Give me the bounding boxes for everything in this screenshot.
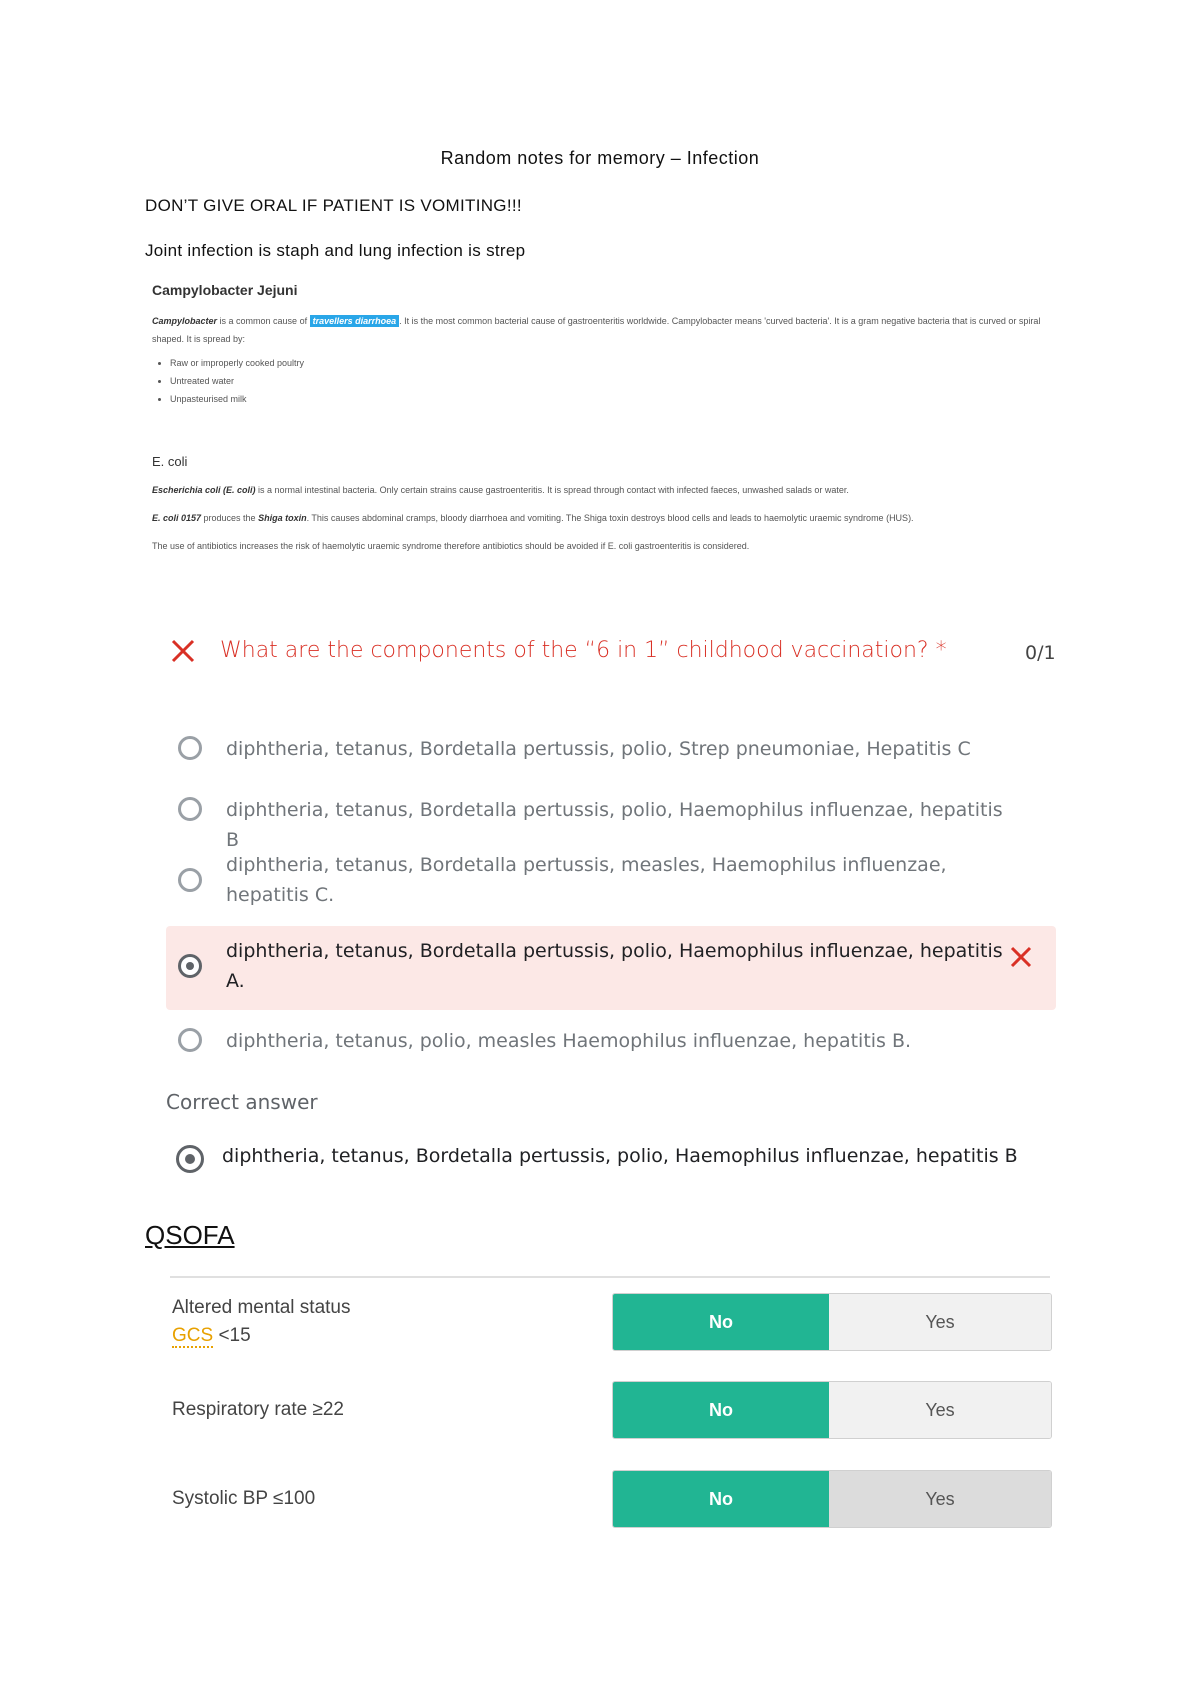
quiz-option[interactable] (166, 791, 1056, 851)
altered-mental-status-toggle (612, 1293, 1052, 1351)
campylobacter-excerpt (152, 282, 1052, 408)
yes-button[interactable]: Yes (829, 1294, 1051, 1350)
campylobacter-paragraph: Campylobacter is a common cause of travellers diarrhoea . It is the most common bacterial cause of gastroenteritis worldwide. Campylobacter means 'curved bacteria'. It is a gram negative bacteria that is curved or spiral shaped. It is spread by: (152, 316, 1041, 344)
ecoli-paragraph-2: E. coli 0157 produces the Shiga toxin. This causes abdominal cramps, bloody diarrhoea and vomiting. The Shiga toxin destroys blood cells and leads to haemolytic uraemic syndrome (HUS). (152, 513, 914, 523)
gcs-link[interactable]: GCS (172, 1325, 214, 1346)
ecoli-paragraph-1: Escherichia coli (E. coli) is a normal intestinal bacteria. Only certain strains cause gastroenteritis. It is spread through contact with infected faeces, unwashed salads or water. (152, 485, 849, 495)
ecoli-heading: E. coli (152, 454, 188, 469)
note-vomiting: DON’T GIVE ORAL IF PATIENT IS VOMITING!!! (145, 196, 522, 215)
qsofa-heading: QSOFA (145, 1220, 235, 1250)
campylobacter-heading: Campylobacter Jejuni (152, 282, 298, 298)
yes-button[interactable]: Yes (829, 1382, 1051, 1438)
ecoli-paragraph-3: The use of antibiotics increases the risk of haemolytic uraemic syndrome therefore antibiotics should be avoided if E. coli gastroenteritis is considered. (152, 541, 750, 551)
option-label: diphtheria, tetanus, Bordetalla pertussis, measles, Haemophilus influenzae, hepatitis C. (226, 854, 947, 906)
quiz-score: 0/1 (1025, 642, 1056, 664)
radio-button[interactable] (178, 868, 202, 892)
note-joint-lung: Joint infection is staph and lung infection is strep (145, 241, 526, 260)
option-label: diphtheria, tetanus, Bordetalla pertussis, polio, Haemophilus influenzae, hepatitis A. (226, 940, 1003, 992)
wrong-x-icon (170, 638, 196, 664)
wrong-x-icon (1008, 944, 1034, 970)
criterion-label: Systolic BP ≤100 (172, 1488, 316, 1509)
criterion-label: Respiratory rate ≥22 (172, 1399, 345, 1420)
option-label: diphtheria, tetanus, Bordetalla pertussis, polio, Haemophilus influenzae, hepatitis B (226, 799, 1003, 851)
document-title: Random notes for memory – Infection (440, 148, 760, 168)
radio-button-selected[interactable] (178, 954, 202, 978)
yes-button[interactable]: Yes (829, 1471, 1051, 1527)
radio-button[interactable] (178, 797, 202, 821)
campylobacter-spread-list (170, 354, 1052, 408)
correct-answer-label: Correct answer (166, 1090, 318, 1114)
divider (170, 1276, 1050, 1278)
radio-button[interactable] (178, 736, 202, 760)
radio-button[interactable] (178, 1028, 202, 1052)
list-item: • Raw or improperly cooked poultry (170, 354, 1052, 372)
criterion-label: Altered mental status GCS <15 (172, 1297, 351, 1346)
correct-answer-radio (176, 1145, 204, 1173)
list-item: • Unpasteurised milk (170, 390, 1052, 408)
quiz-question: What are the components of the “6 in 1” childhood vaccination? * (220, 638, 947, 663)
no-button[interactable]: No (613, 1471, 829, 1527)
quiz-option-selected-wrong[interactable] (166, 926, 1056, 1010)
correct-answer-text: diphtheria, tetanus, Bordetalla pertussis, polio, Haemophilus influenzae, hepatitis B (222, 1145, 1018, 1167)
quiz-option[interactable] (166, 730, 1056, 770)
list-item: • Untreated water (170, 372, 1052, 390)
quiz-option[interactable] (166, 1022, 1056, 1062)
highlighted-term: travellers diarrhoea (310, 315, 400, 327)
respiratory-rate-toggle (612, 1381, 1052, 1439)
ecoli-excerpt (152, 454, 1052, 555)
no-button[interactable]: No (613, 1382, 829, 1438)
systolic-bp-toggle (612, 1470, 1052, 1528)
no-button[interactable]: No (613, 1294, 829, 1350)
quiz-option[interactable] (166, 848, 1056, 912)
option-label: diphtheria, tetanus, Bordetalla pertussis, polio, Strep pneumoniae, Hepatitis C (226, 738, 971, 760)
option-label: diphtheria, tetanus, polio, measles Haemophilus influenzae, hepatitis B. (226, 1030, 912, 1052)
